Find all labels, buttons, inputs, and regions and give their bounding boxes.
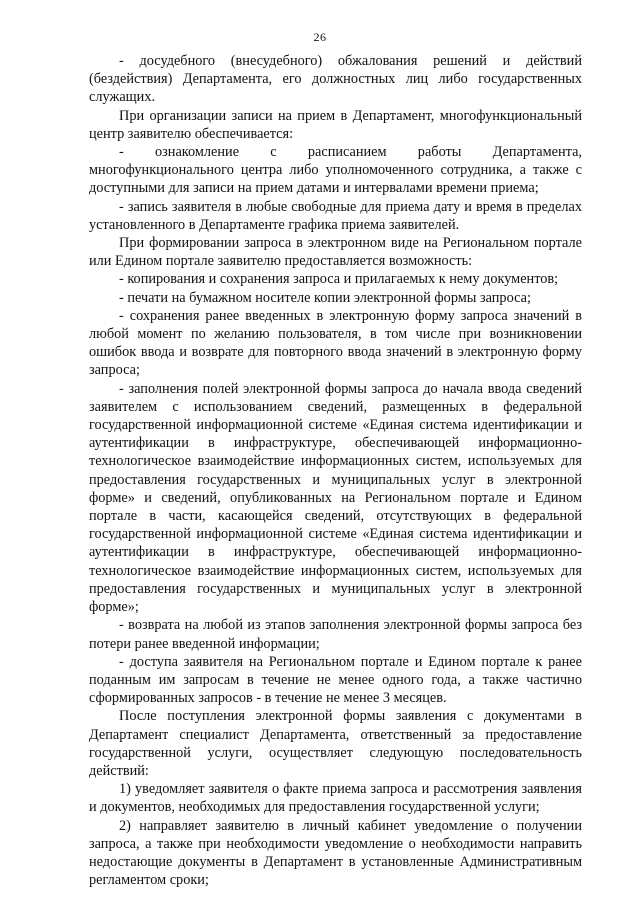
paragraph-return-item: - возврата на любой из этапов заполнения электронной формы запроса без потери ранее введенной информации; xyxy=(89,617,582,652)
paragraph-appointment-intro: При организации записи на прием в Департамент, многофункциональный центр заявителю обеспечивается: xyxy=(89,107,582,142)
paragraph-copy-item: - копирования и сохранения запроса и прилагаемых к нему документов; xyxy=(119,271,559,288)
paragraph-step-2: 2) направляет заявителю в личный кабинет уведомление о получении запроса, а также при необходимости уведомление о необходимости направить недостающие документы в Департамент в установленные Административным регламентом сроки; xyxy=(89,817,582,889)
page-number: 26 xyxy=(313,30,327,44)
paragraph-appeal-item: - досудебного (внесудебного) обжалования решений и действий (бездействия) Департамента, его должностных лиц либо государственных служащих. xyxy=(89,53,582,106)
paragraph-access-item: - доступа заявителя на Региональном портале и Едином портале к ранее поданным им запросам в течение не менее одного года, а также частично сформированных запросов - в течение не менее 3 месяцев. xyxy=(89,653,582,707)
paragraph-electronic-request-intro: При формировании запроса в электронном виде на Региональном портале или Едином портале заявителю предоставляется возможность: xyxy=(89,235,582,270)
document-body xyxy=(89,52,582,889)
paragraph-print-item: - печати на бумажном носителе копии электронной формы запроса; xyxy=(119,289,531,306)
paragraph-schedule-item: - ознакомление с расписанием работы Департамента, многофункционального центра либо уполномоченного сотрудника, а также с доступными для записи на прием датами и интервалами времени приема; xyxy=(89,144,582,197)
paragraph-booking-item: - запись заявителя в любые свободные для приема дату и время в пределах установленного в Департаменте графика приема заявителей. xyxy=(89,198,582,233)
paragraph-step-1: 1) уведомляет заявителя о факте приема запроса и рассмотрения заявления и документов, необходимых для предоставления государственной услуги; xyxy=(89,781,582,816)
paragraph-receipt-intro: После поступления электронной формы заявления с документами в Департамент специалист Департамента, ответственный за предоставление государственной услуги, осуществляет следующую последовательность действий: xyxy=(89,708,582,779)
paragraph-save-item: - сохранения ранее введенных в электронную форму запроса значений в любой момент по желанию пользователя, в том числе при возникновении ошибок ввода и возврате для повторного ввода значений в электронную форму запроса; xyxy=(89,307,582,379)
paragraph-autofill-item: - заполнения полей электронной формы запроса до начала ввода сведений заявителем с использованием сведений, размещенных в федеральной государственной информационной системе «Единая система идентификации и аутентификации в инфраструктуре, обеспечивающей информационно-технологическое взаимодействие информационных систем, используемых для предоставления государственных и муниципальных услуг в электронной форме» и сведений, опубликованных на Региональном портале и Едином портале в части, касающейся сведений, отсутствующих в федеральной государственной информационной системе «Единая система идентификации и аутентификации в инфраструктуре, обеспечивающей информационно-технологическое взаимодействие информационных систем, используемых для предоставления государственных и муниципальных услуг в электронной форме»; xyxy=(89,380,582,616)
